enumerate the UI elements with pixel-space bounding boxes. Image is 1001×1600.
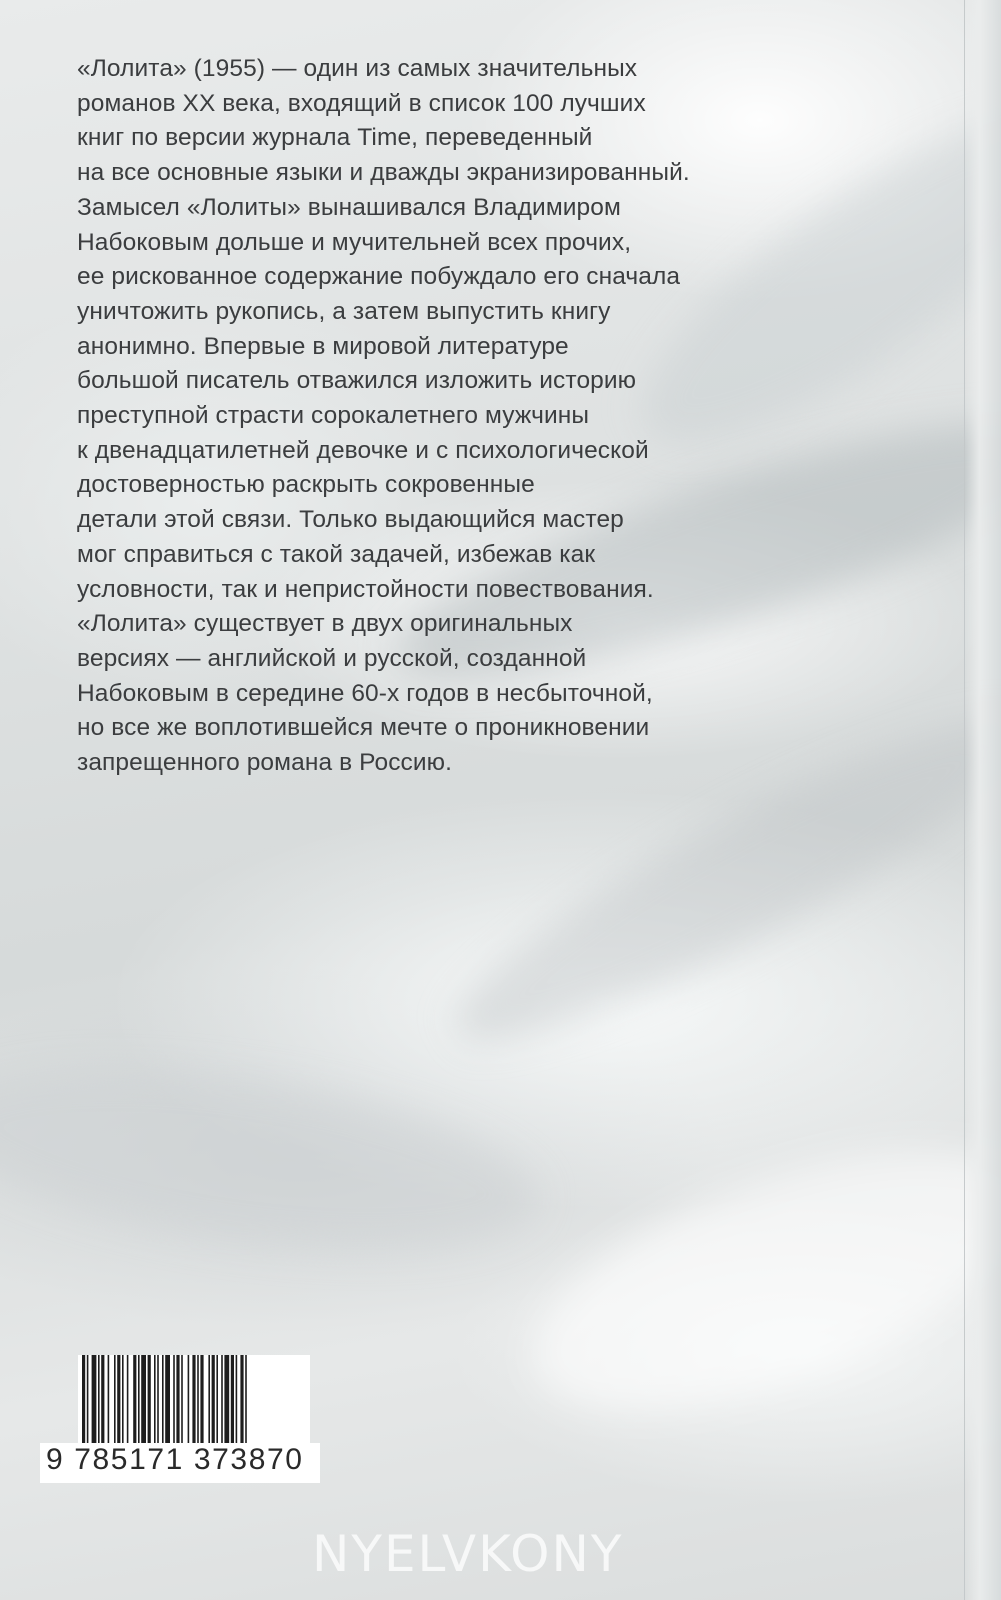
blurb-line: мог справиться с такой задачей, избежав как bbox=[77, 540, 596, 568]
barcode-graphic bbox=[78, 1355, 310, 1447]
isbn-barcode bbox=[40, 1355, 320, 1487]
blurb-line: «Лолита» (1955) — один из самых значительных bbox=[77, 55, 638, 82]
barcode-bar bbox=[188, 1355, 190, 1447]
barcode-bar bbox=[231, 1355, 234, 1447]
blurb-line: запрещенного романа в Россию. bbox=[77, 749, 453, 777]
blurb-line: ее рискованное содержание побуждало его сначала bbox=[77, 263, 681, 291]
book-blurb bbox=[77, 52, 797, 781]
blurb-line: анонимно. Впервые в мировой литературе bbox=[77, 332, 569, 360]
blurb-line: большой писатель отважился изложить историю bbox=[77, 367, 637, 395]
barcode-bar bbox=[173, 1355, 175, 1447]
blurb-line: к двенадцатилетней девочке и с психологической bbox=[77, 436, 649, 464]
barcode-bar bbox=[157, 1355, 159, 1447]
barcode-bar bbox=[141, 1355, 146, 1447]
barcode-bar bbox=[154, 1355, 156, 1447]
barcode-bar bbox=[162, 1355, 164, 1447]
blurb-line: «Лолита» существует в двух оригинальных bbox=[77, 610, 573, 638]
barcode-bar bbox=[87, 1355, 89, 1447]
barcode-bar bbox=[197, 1355, 199, 1447]
barcode-bar bbox=[92, 1355, 97, 1447]
barcode-bar bbox=[122, 1355, 124, 1447]
barcode-bar bbox=[176, 1355, 179, 1447]
blurb-line: преступной страсти сорокалетнего мужчины bbox=[77, 402, 590, 430]
blurb-line: Замысел «Лолиты» вынашивался Владимиром bbox=[77, 193, 621, 221]
barcode-bar bbox=[98, 1355, 100, 1447]
barcode-bar bbox=[200, 1355, 203, 1447]
blurb-line: Набоковым дольше и мучительней всех прочих, bbox=[77, 228, 632, 256]
barcode-bar bbox=[192, 1355, 195, 1447]
barcode-bar bbox=[221, 1355, 223, 1447]
barcode-bar bbox=[216, 1355, 218, 1447]
blurb-line: версиях — английской и русской, созданной bbox=[77, 644, 587, 672]
barcode-bar bbox=[138, 1355, 140, 1447]
barcode-bar bbox=[181, 1355, 183, 1447]
barcode-bar bbox=[101, 1355, 104, 1447]
barcode-bar bbox=[117, 1355, 120, 1447]
blurb-line: книг по версии журнала Time, переведенный bbox=[77, 124, 593, 152]
isbn-number: 9 785171 373870 bbox=[40, 1443, 320, 1483]
watermark-text: NYELVKONY bbox=[312, 1525, 624, 1583]
barcode-bar bbox=[148, 1355, 151, 1447]
blurb-line: детали этой связи. Только выдающийся мастер bbox=[77, 506, 624, 534]
cover-edge bbox=[964, 0, 1001, 1600]
barcode-bars bbox=[78, 1355, 310, 1447]
blurb-line: на все основные языки и дважды экранизированный. bbox=[77, 159, 690, 187]
barcode-bar bbox=[82, 1355, 85, 1447]
barcode-bar bbox=[208, 1355, 210, 1447]
blurb-line: Набоковым в середине 60-х годов в несбыточной, bbox=[77, 679, 653, 707]
barcode-bar bbox=[127, 1355, 129, 1447]
barcode-bar bbox=[224, 1355, 229, 1447]
barcode-bar bbox=[240, 1355, 243, 1447]
blurb-line: условности, так и непристойности повествования. bbox=[77, 575, 654, 603]
fabric-fold bbox=[0, 1039, 548, 1281]
barcode-bar bbox=[236, 1355, 238, 1447]
barcode-bar bbox=[114, 1355, 116, 1447]
blurb-line: но все же воплотившейся мечте о проникновении bbox=[77, 714, 650, 742]
barcode-bar bbox=[212, 1355, 215, 1447]
fabric-fold bbox=[501, 1097, 1001, 1463]
blurb-line: романов XX века, входящий в список 100 лучших bbox=[77, 89, 646, 117]
barcode-bar bbox=[108, 1355, 110, 1447]
barcode-bar bbox=[245, 1355, 247, 1447]
blurb-line: достоверностью раскрыть сокровенные bbox=[77, 471, 535, 499]
barcode-bar bbox=[165, 1355, 170, 1447]
barcode-bar bbox=[133, 1355, 136, 1447]
blurb-line: уничтожить рукопись, а затем выпустить книгу bbox=[77, 297, 611, 325]
